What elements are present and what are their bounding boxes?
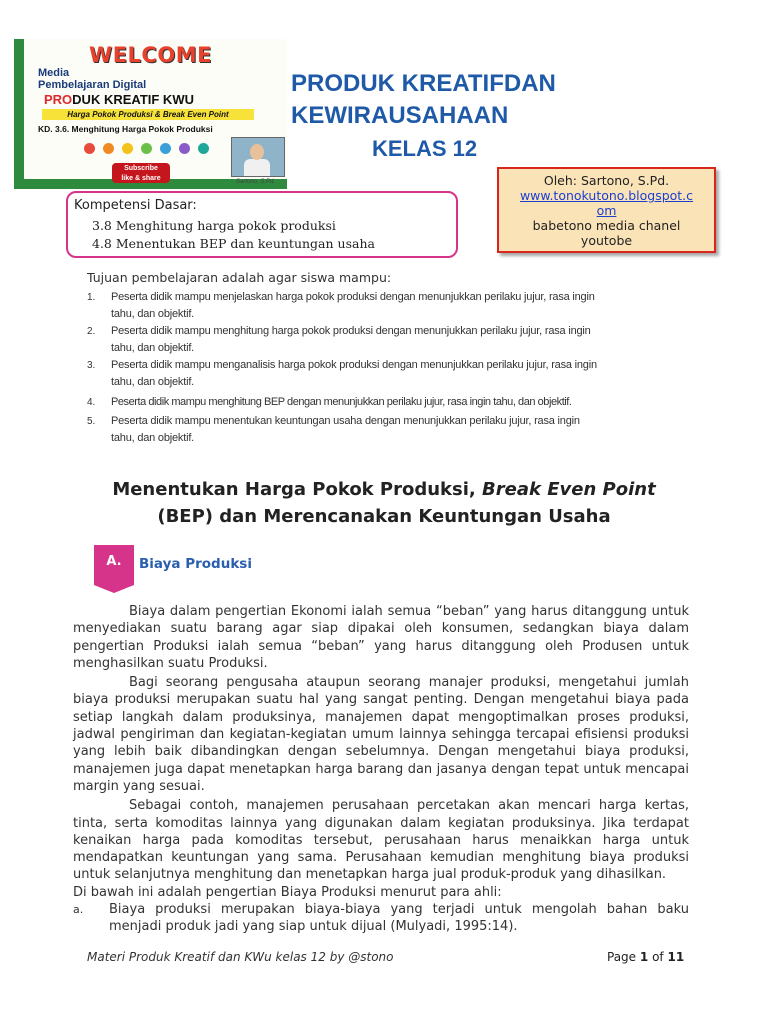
list-item-text: Biaya produksi merupakan biaya-biaya yang terjadi untuk mengolah bahan baku menjadi produk jadi yang siap untuk dijual (Mulyadi, 1995:14). xyxy=(109,902,689,935)
banner-produk-kreatif xyxy=(44,92,194,107)
welcome-banner-image xyxy=(14,39,287,189)
banner-dot xyxy=(179,143,190,154)
tujuan-number: 4. xyxy=(87,397,96,408)
banner-dot xyxy=(160,143,171,154)
tujuan-line: Peserta didik mampu menganalisis harga pokok produksi dengan menunjukkan perilaku jujur, rasa ingin xyxy=(111,359,597,371)
heading-italic-text: Break Even Point xyxy=(482,479,656,500)
kompetensi-dasar-box xyxy=(66,191,458,258)
blog-link[interactable]: www.tonokutono.blogspot.c xyxy=(519,188,694,203)
banner-dot xyxy=(103,143,114,154)
main-heading-line1 xyxy=(0,479,768,500)
tujuan-line: tahu, dan objektif. xyxy=(111,431,195,444)
tujuan-text xyxy=(111,323,591,356)
list-item xyxy=(73,901,689,936)
tujuan-number: 2. xyxy=(87,326,96,337)
tujuan-line: Peserta didik mampu menjelaskan harga pokok produksi dengan menunjukkan perilaku jujur, rasa ingin xyxy=(111,291,595,303)
author-info-box xyxy=(497,167,716,253)
paragraph-4: Di bawah ini adalah pengertian Biaya Produksi menurut para ahli: xyxy=(73,884,502,900)
page-label: Page xyxy=(607,950,637,964)
section-badge xyxy=(94,545,134,585)
tujuan-text xyxy=(111,357,597,390)
section-badge-label: A. xyxy=(106,554,122,569)
tujuan-heading: Tujuan pembelajaran adalah agar siswa mampu: xyxy=(87,270,392,285)
tujuan-number: 3. xyxy=(87,360,96,371)
kompetensi-item: 4.8 Menentukan BEP dan keuntungan usaha xyxy=(92,236,375,251)
page-number xyxy=(607,950,684,964)
subscribe-badge xyxy=(112,163,170,183)
section-badge-point xyxy=(94,585,134,593)
channel-line1: babetono media chanel xyxy=(532,218,681,233)
title-line-3: KELAS 12 xyxy=(372,136,478,161)
banner-welcome: WELCOME xyxy=(89,43,212,67)
kompetensi-item: 3.8 Menghitung harga pokok produksi xyxy=(92,218,336,233)
tujuan-line: tahu, dan objektif. xyxy=(111,307,195,320)
current-page: 1 xyxy=(639,950,649,964)
banner-dot xyxy=(122,143,133,154)
paragraph-2: Bagi seorang pengusaha ataupun seorang manajer produksi, mengetahui jumlah biaya produksi merupakan suatu hal yang sangat penting. Dengan mengetahui biaya pada setiap langkah dalam produksinya, manajemen dapat mengoptimalkan proses produksi, jadwal pengiriman dan kegiatan-kegiatan umum lainnya sehingga tercapai efisiensi produksi yang lebih baik dibandingkan dengan sebelumnya. Dengan mengetahui biaya produksi, manajemen juga dapat menetapkan harga barang dan jasanya dengan tepat untuk mencapai margin yang sesuai. xyxy=(73,675,689,794)
banner-signature: Sartono, S.Pd. xyxy=(236,179,276,185)
paragraph-1: Biaya dalam pengertian Ekonomi ialah semua “beban” yang harus ditanggung untuk menyediakan suatu barang agar siap dipakai oleh konsumen, sedangkan biaya dalam pengertian Produksi ialah semua “beban” yang harus ditanggung oleh Produsen untuk menghasilkan suatu Produksi. xyxy=(73,604,689,671)
paragraph-3: Sebagai contoh, manajemen perusahaan percetakan akan mencari harga kertas, tinta, serta komoditas lainnya yang digunakan dalam kegiatan produksinya. Jika terdapat kenaikan harga pada komoditas tersebut, perusahaan harus menaikkan harga untuk mendapatkan keuntungan yang sama. Perusahaan kemudian menghitung biaya produksi untuk selanjutnya menghitung dan menetapkan harga jual produk-produk yang dihasilkan. xyxy=(73,798,689,883)
main-heading-line2: (BEP) dan Merencanakan Keuntungan Usaha xyxy=(157,506,611,527)
tujuan-line: tahu, dan objektif. xyxy=(111,341,195,354)
heading-plain-text: Menentukan Harga Pokok Produksi, xyxy=(112,479,476,500)
channel-line2: youtobe xyxy=(580,233,633,248)
tujuan-number: 1. xyxy=(87,292,96,303)
body-text xyxy=(73,603,689,936)
banner-pk-red: PRO xyxy=(44,92,73,107)
banner-media-line2: Pembelajaran Digital xyxy=(38,79,147,91)
author-name: Oleh: Sartono, S.Pd. xyxy=(543,173,670,188)
banner-dots xyxy=(84,143,209,154)
banner-media-text xyxy=(38,67,146,91)
banner-media-line1: Media xyxy=(38,67,70,79)
kompetensi-title: Kompetensi Dasar: xyxy=(74,198,197,213)
banner-pk-rest: DUK KREATIF KWU xyxy=(72,92,194,107)
photo-face xyxy=(250,144,264,160)
subscribe-sub-label: like & share xyxy=(121,175,161,182)
banner-kd-text: KD. 3.6. Menghitung Harga Pokok Produksi xyxy=(38,124,213,134)
title-line-2: KEWIRAUSAHAAN xyxy=(291,102,509,129)
tujuan-line: tahu, dan objektif. xyxy=(111,375,195,388)
tujuan-number: 5. xyxy=(87,416,96,427)
subscribe-label: Subscribe xyxy=(124,165,158,172)
author-photo xyxy=(231,137,285,177)
footer-caption: Materi Produk Kreatif dan KWu kelas 12 by @stono xyxy=(87,950,394,964)
list-marker: a. xyxy=(73,903,84,917)
banner-topic-strip: Harga Pokok Produksi & Break Even Point xyxy=(42,109,254,120)
title-line-1: PRODUK KREATIFDAN xyxy=(291,70,556,97)
tujuan-line: Peserta didik mampu menentukan keuntungan usaha dengan menunjukkan perilaku jujur, rasa ingin xyxy=(111,415,580,427)
of-label: of xyxy=(652,950,664,964)
total-pages: 11 xyxy=(667,950,685,964)
tujuan-text: Peserta didik mampu menghitung BEP dengan menunjukkan perilaku jujur, rasa ingin tahu, dan objektif. xyxy=(111,396,572,408)
photo-shirt xyxy=(244,159,270,176)
section-title: Biaya Produksi xyxy=(139,556,252,572)
tujuan-text xyxy=(111,289,595,322)
banner-dot xyxy=(198,143,209,154)
blog-link-continued[interactable]: om xyxy=(596,203,617,218)
banner-dot xyxy=(84,143,95,154)
banner-dot xyxy=(141,143,152,154)
tujuan-text xyxy=(111,413,580,446)
tujuan-line: Peserta didik mampu menghitung harga pokok produksi dengan menunjukkan perilaku jujur, rasa ingin xyxy=(111,325,591,337)
